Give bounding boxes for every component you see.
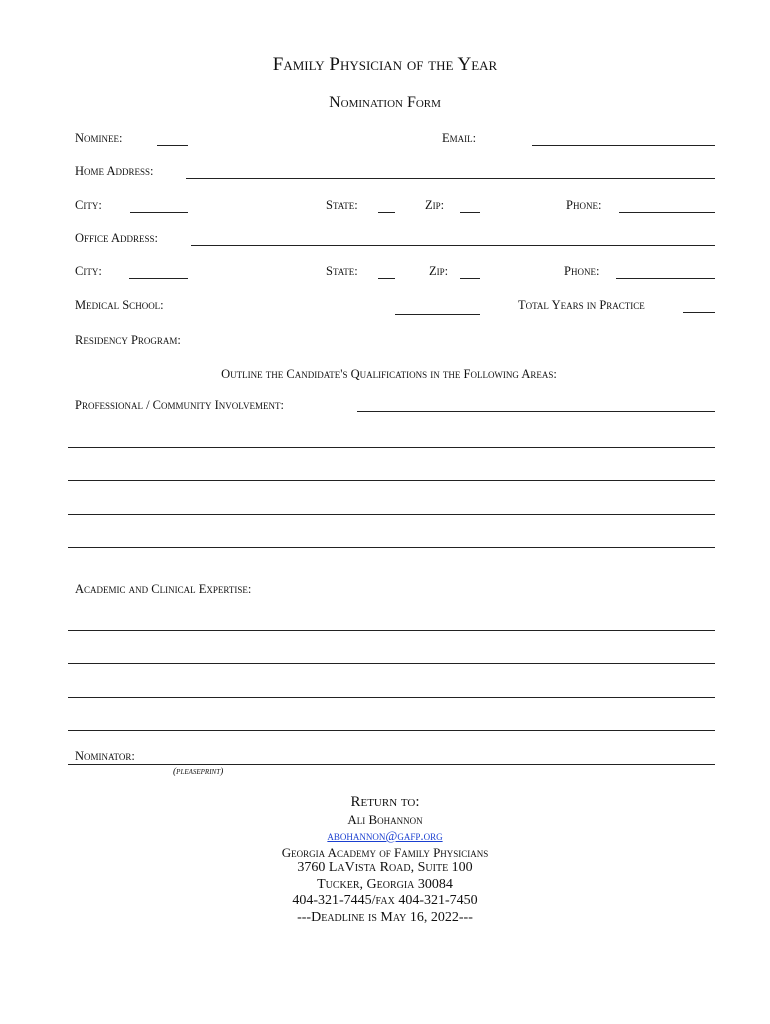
office-state-field[interactable] [378,278,395,279]
office-city-field[interactable] [129,278,188,279]
total-years-label: Total Years in Practice [518,298,645,312]
academic-line[interactable] [68,730,715,731]
please-print-note: (pleaseprint) [173,767,224,777]
home-city-field[interactable] [130,212,188,213]
home-zip-field[interactable] [460,212,480,213]
office-phone-field[interactable] [616,278,715,279]
organization-name: Georgia Academy of Family Physicians [281,845,489,860]
qualifications-heading: Outline the Candidate's Qualifications in the Following Areas: [221,367,557,381]
nominator-field[interactable] [68,764,715,765]
professional-line[interactable] [68,447,715,448]
professional-field-line[interactable] [357,411,715,412]
office-state-label: State: [326,264,358,278]
professional-line[interactable] [68,514,715,515]
home-address-label: Home Address: [75,164,154,178]
residency-label: Residency Program: [75,333,181,347]
office-zip-label: Zip: [429,264,449,278]
total-years-field[interactable] [683,312,715,313]
office-city-label: City: [75,264,102,278]
home-city-label: City: [75,198,102,212]
form-subtitle: Nomination Form [329,94,441,111]
academic-line[interactable] [68,663,715,664]
city-address: Tucker, Georgia 30084 [317,877,453,892]
academic-line[interactable] [68,697,715,698]
home-state-field[interactable] [378,212,395,213]
street-address: 3760 LaVista Road, Suite 100 [297,860,473,875]
home-state-label: State: [326,198,358,212]
medical-school-field[interactable] [395,314,480,315]
academic-label: Academic and Clinical Expertise: [75,582,252,596]
form-title: Family Physician of the Year [272,54,498,75]
home-address-field[interactable] [186,178,715,179]
office-zip-field[interactable] [460,278,480,279]
email-field[interactable] [532,145,715,146]
deadline-notice: ---Deadline is May 16, 2022--- [297,910,473,925]
medical-school-label: Medical School: [75,298,164,312]
nominator-label: Nominator: [75,749,135,763]
contact-name: Ali Bohannon [347,812,423,827]
return-to-heading: Return to: [350,794,420,810]
home-phone-field[interactable] [619,212,715,213]
nominee-label: Nominee: [75,131,123,145]
home-zip-label: Zip: [425,198,445,212]
academic-line[interactable] [68,630,715,631]
office-address-field[interactable] [191,245,715,246]
professional-line[interactable] [68,547,715,548]
office-phone-label: Phone: [564,264,600,278]
nominee-field[interactable] [157,145,188,146]
email-label: Email: [442,131,477,145]
professional-line[interactable] [68,480,715,481]
phone-fax: 404-321-7445/fax 404-321-7450 [292,893,478,908]
office-address-label: Office Address: [75,231,158,245]
home-phone-label: Phone: [566,198,602,212]
contact-email-link[interactable]: abohannon@gafp.org [327,828,443,843]
professional-label: Professional / Community Involvement: [75,398,284,412]
